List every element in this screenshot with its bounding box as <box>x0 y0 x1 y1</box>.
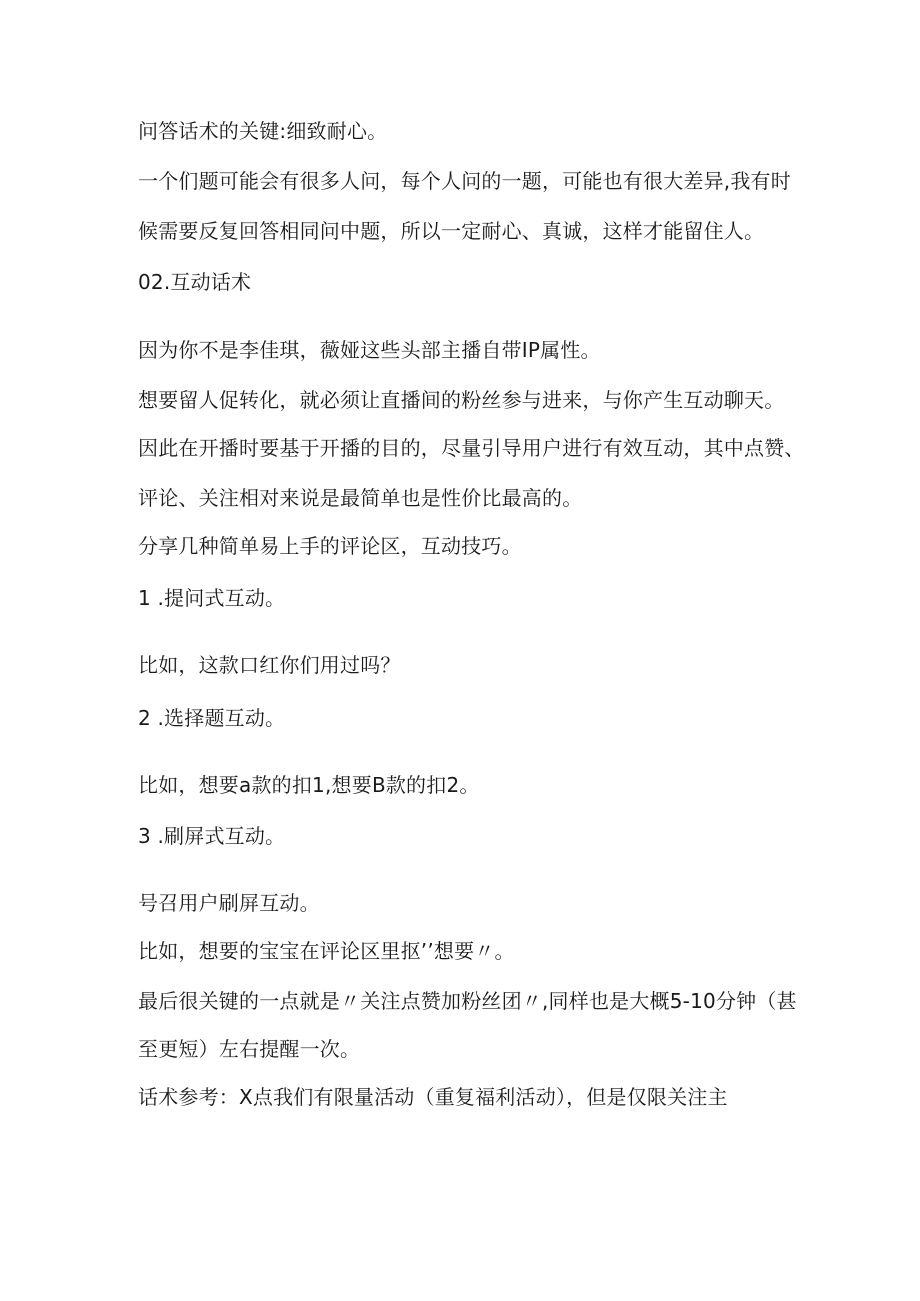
paragraph-many-questions: 一个们题可能会有很多人问，每个人问的一题，可能也有很大差异,我有时 <box>138 169 791 193</box>
paragraph-call-users: 号召用户刷屏互动。 <box>138 891 320 915</box>
paragraph-ip-attribute: 因为你不是李佳琪，薇娅这些头部主播自带IP属性。 <box>138 338 601 362</box>
example-choice: 比如，想要a款的扣1,想要B款的扣2。 <box>138 773 480 797</box>
example-lipstick: 比如，这款口红你们用过吗？ <box>138 653 401 677</box>
paragraph-patience: 候需要反复回答相同问中题，所以一定耐心、真诚，这样才能留住人。 <box>138 219 765 243</box>
paragraph-guide-interaction: 因此在开播时要基于开播的目的，尽量引导用户进行有效互动，其中点赞、 <box>138 436 805 460</box>
paragraph-key-of-qa: 问答话术的关键:细致耐心。 <box>138 119 388 143</box>
paragraph-key-reminder: 最后很关键的一点就是〃关注点赞加粉丝团〃,同样也是大概5-10分钟（甚 <box>138 989 797 1013</box>
list-item-question-interaction: 1 .提问式互动。 <box>138 586 286 610</box>
list-item-screen-interaction: 3 .刷屏式互动。 <box>138 824 286 848</box>
section-heading-interaction: 02.互动话术 <box>138 270 252 294</box>
list-item-choice-interaction: 2 .选择题互动。 <box>138 706 286 730</box>
paragraph-reminder-frequency: 至更短）左右提醒一次。 <box>138 1037 361 1061</box>
paragraph-script-reference: 话术参考：X点我们有限量活动（重复福利活动），但是仅限关注主 <box>138 1085 728 1109</box>
paragraph-share-tips: 分享几种简单易上手的评论区，互动技巧。 <box>138 534 522 558</box>
paragraph-comment-follow: 评论、关注相对来说是最简单也是性价比最高的。 <box>138 486 583 510</box>
example-want: 比如，想要的宝宝在评论区里抠’’想要〃。 <box>138 939 515 963</box>
paragraph-retain-users: 想要留人促转化，就必须让直播间的粉丝参与进来，与你产生互动聊天。 <box>138 388 785 412</box>
